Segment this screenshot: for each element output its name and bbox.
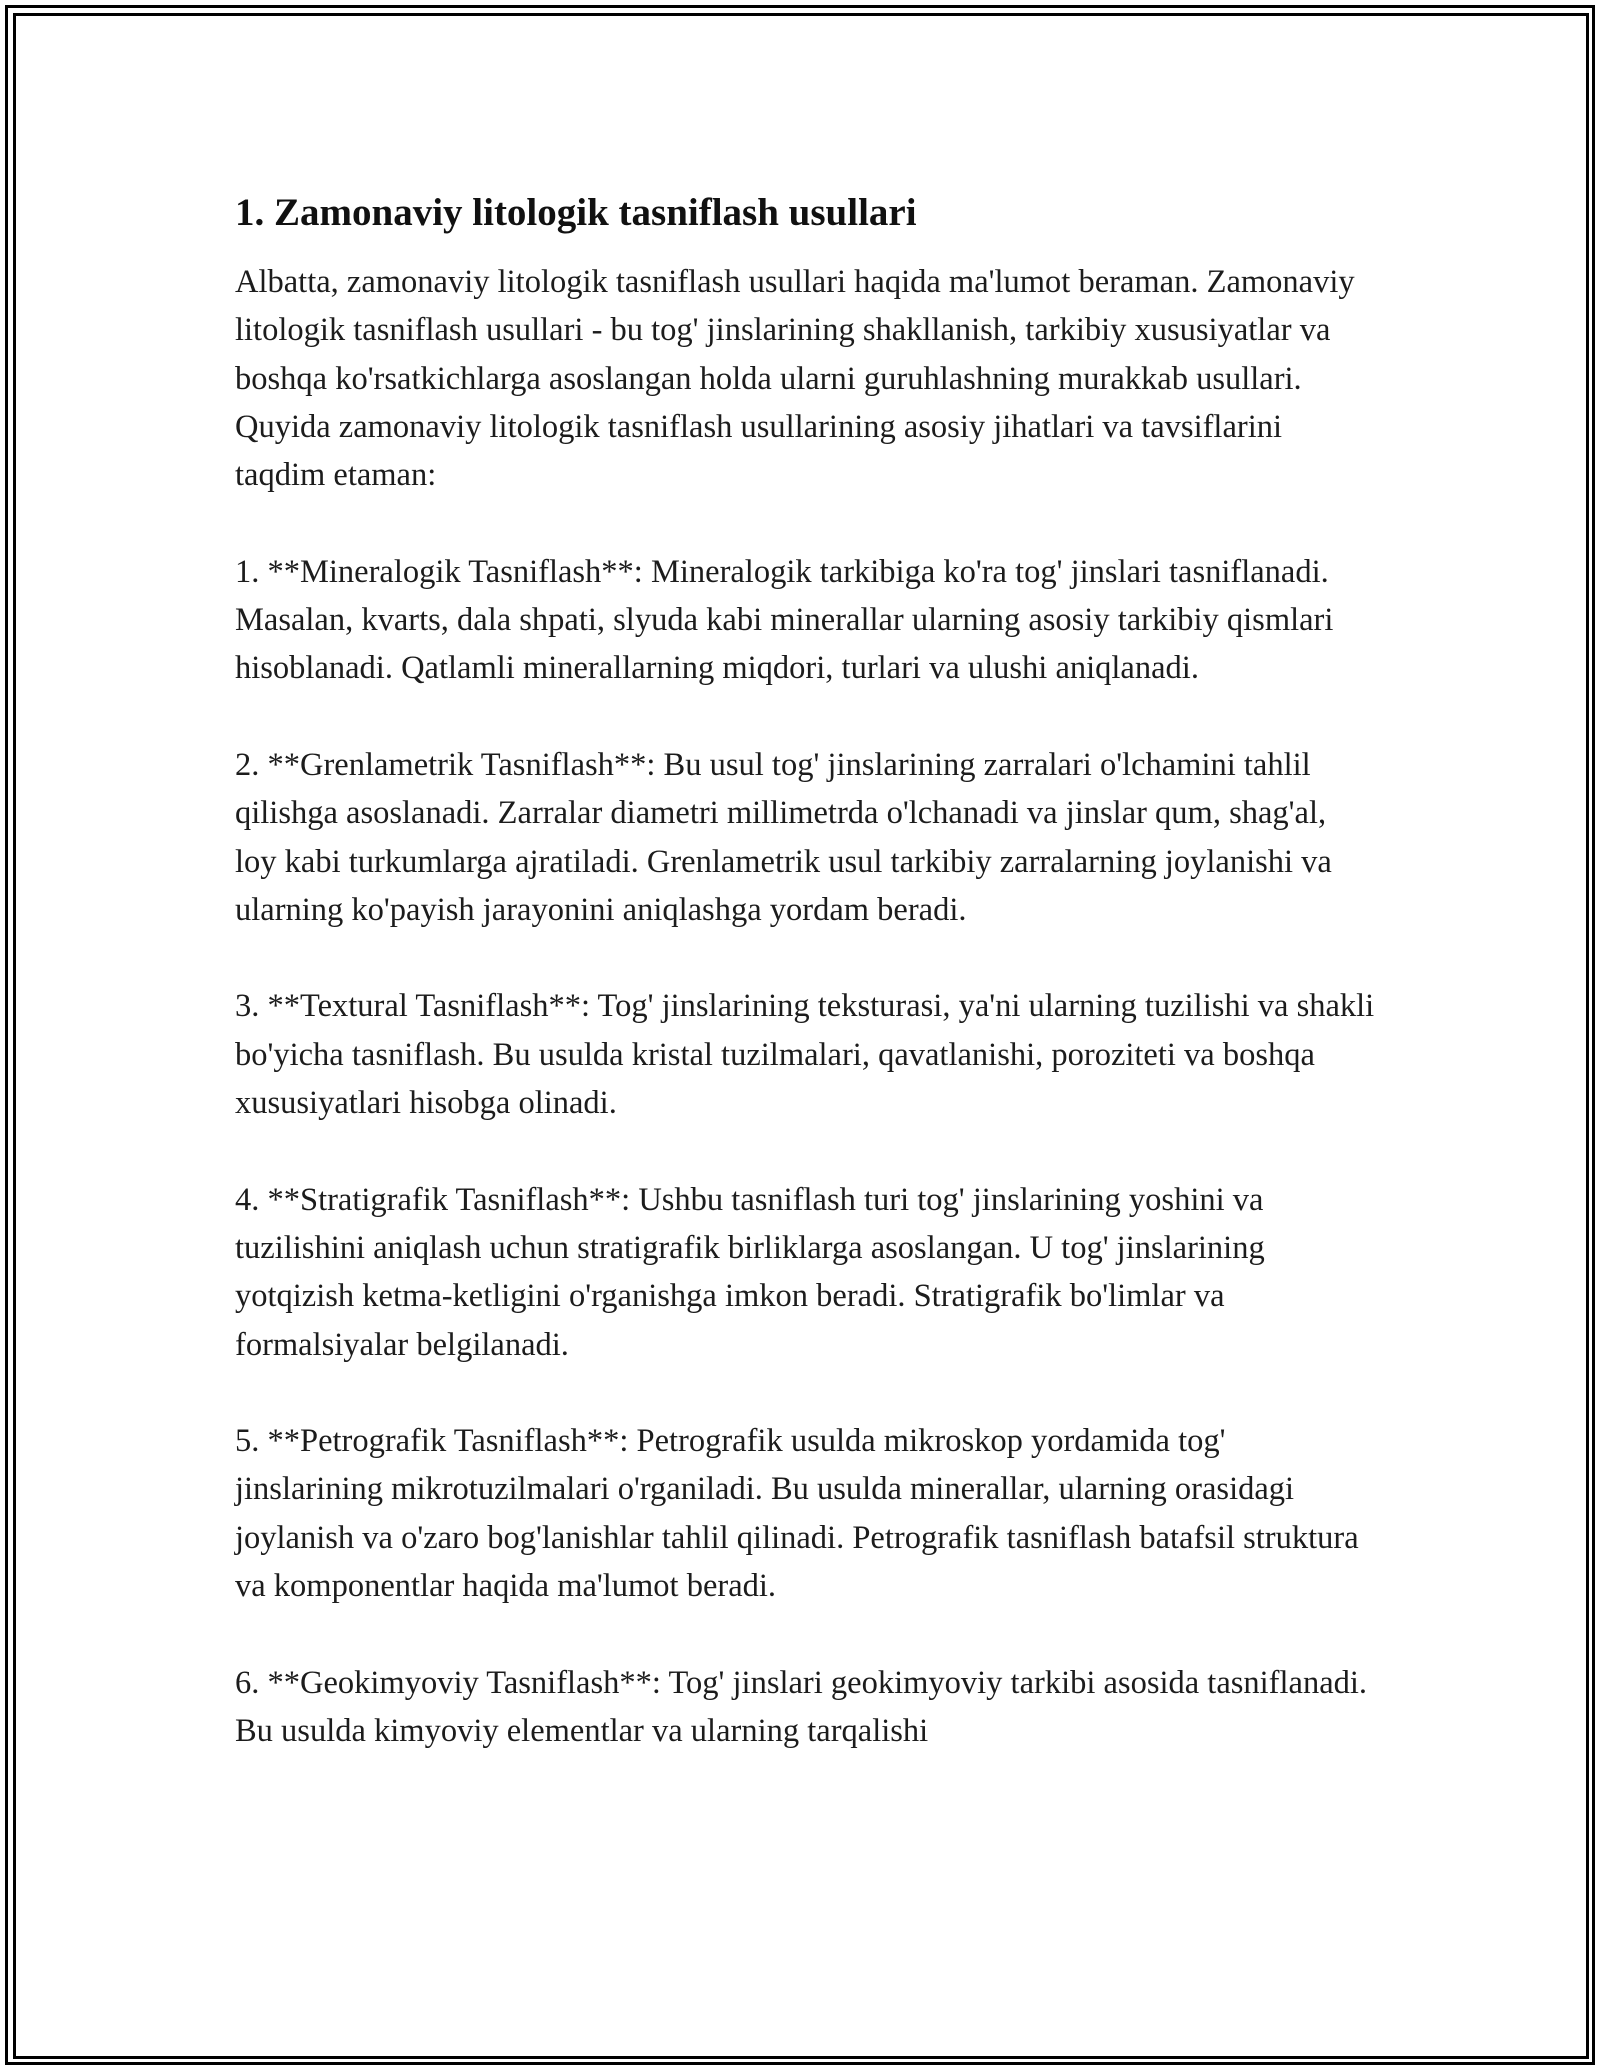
intro-paragraph: Albatta, zamonaviy litologik tasniflash usullari haqida ma'lumot beraman. Zamonaviy litologik tasniflash usullari - bu tog' jinslarining shakllanish, tarkibiy xususiyatlar va boshqa ko'rsatkichlarga asoslangan holda ularni guruhlashning murakkab usullari. Quyida zamonaviy litologik tasniflash usullarining asosiy jihatlari va tavsiflarini taqdim etaman: bbox=[235, 264, 1355, 494]
list-item-textural: 3. **Textural Tasniflash**: Tog' jinslarining teksturasi, ya'ni ularning tuzilishi va shakli bo'yicha tasniflash. Bu usulda kristal tuzilmalari, qavatlanishi, poroziteti va boshqa xususiyatlari hisobga olinadi. bbox=[235, 988, 1375, 1122]
list-item-geokimyoviy: 6. **Geokimyoviy Tasniflash**: Tog' jinslari geokimyoviy tarkibi asosida tasniflanadi. Bu usulda kimyoviy elementlar va ularning tarqalishi bbox=[235, 1664, 1368, 1749]
document-body bbox=[235, 182, 1375, 1804]
list-item-stratigrafik: 4. **Stratigrafik Tasniflash**: Ushbu tasniflash turi tog' jinslarining yoshini va tuzilishini aniqlash uchun stratigrafik birliklarga asoslangan. U tog' jinslarining yotqizish ketma-ketligini o'rganishga imkon beradi. Stratigrafik bo'limlar va formalsiyalar belgilanadi. bbox=[235, 1181, 1265, 1363]
list-item-petrografik: 5. **Petrografik Tasniflash**: Petrografik usulda mikroskop yordamida tog' jinslarining mikrotuzilmalari o'rganiladi. Bu usulda minerallar, ularning orasidagi joylanish va o'zaro bog'lanishlar tahlil qilinadi. Petrografik tasniflash batafsil struktura va komponentlar haqida ma'lumot beradi. bbox=[235, 1423, 1359, 1605]
list-item-mineralogik: 1. **Mineralogik Tasniflash**: Mineralogik tarkibiga ko'ra tog' jinslari tasniflanadi. Masalan, kvarts, dala shpati, slyuda kabi minerallar ularning asosiy tarkibiy qismlari hisoblanadi. Qatlamli minerallarning miqdori, turlari va ulushi aniqlanadi. bbox=[235, 553, 1334, 687]
document-heading: 1. Zamonaviy litologik tasniflash usullari bbox=[235, 191, 917, 234]
list-item-grenlametrik: 2. **Grenlametrik Tasniflash**: Bu usul tog' jinslarining zarralari o'lchamini tahlil qilishga asoslanadi. Zarralar diametri millimetrda o'lchanadi va jinslar qum, shag'al, loy kabi turkumlarga ajratiladi. Grenlametrik usul tarkibiy zarralarning joylanishi va ularning ko'payish jarayonini aniqlashga yordam beradi. bbox=[235, 746, 1332, 928]
